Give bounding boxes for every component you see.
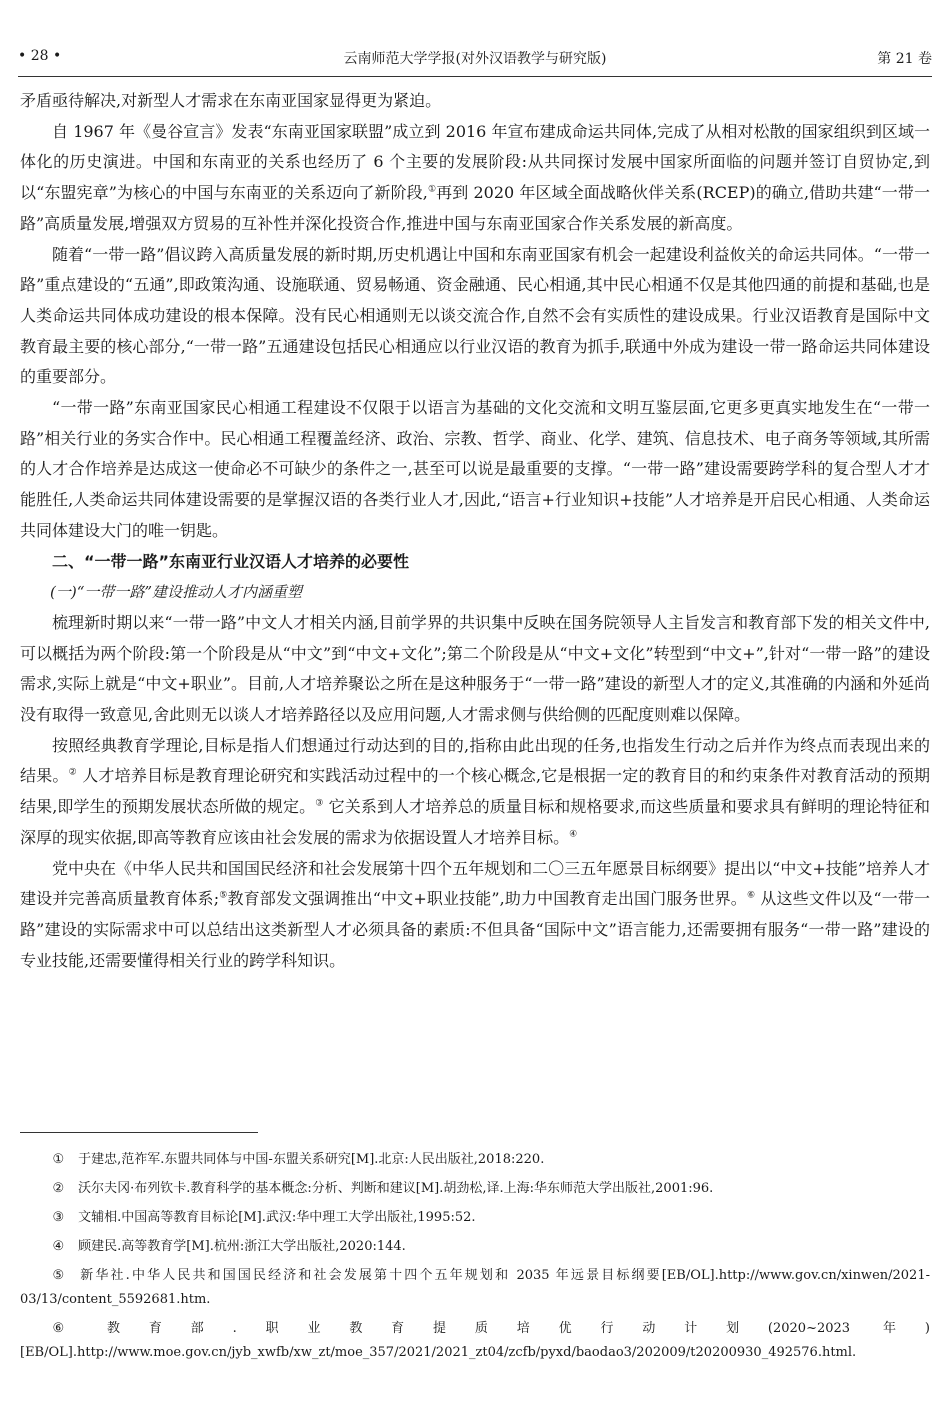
footnote-ref[interactable]: ④ <box>569 829 578 840</box>
paragraph: “一带一路”东南亚国家民心相通工程建设不仅限于以语言为基础的文化交流和文明互鉴层面,它更多更真实地发生在“一带一路”相关行业的务实合作中。民心相通工程覆盖经济、政治、宗教、哲学、商业、化学、建筑、信息技术、电子商务等领域,其所需的人才合作培养是达成这一使命必不可缺少的条件之一,甚至可以说是最重要的支撑。“一带一路”建设需要跨学科的复合型人才才能胜任,人类命运共同体建设需要的是掌握汉语的各类行业人才,因此,“语言+行业知识+技能”人才培养是开启民心相通、人类命运共同体建设大门的唯一钥匙。 <box>20 398 930 540</box>
header-rule <box>18 76 932 77</box>
footnote-mark: ④ <box>52 1239 65 1254</box>
footnotes <box>20 1148 930 1370</box>
paragraph: 党中央在《中华人民共和国国民经济和社会发展第十四个五年规划和二〇三五年愿景目标纲要》提出以“中文+技能”培养人才建设并完善高质量教育体系;⑤教育部发文强调推出“中文+职业技能”,助力中国教育走出国门服务世界。⑥ 从这些文件以及“一带一路”建设的实际需求中可以总结出这类新型人才必须具备的素质:不但具备“国际中文”语言能力,还需要拥有服务“一带一路”建设的专业技能,还需要懂得相关行业的跨学科知识。 <box>20 858 930 970</box>
journal-title: 云南师范大学学报(对外汉语教学与研究版) <box>343 51 607 67</box>
page-number: • 28 • <box>18 48 62 64</box>
footnote: ② 沃尔夫冈·布列钦卡.教育科学的基本概念:分析、判断和建议[M].胡劲松,译.上海:华东师范大学出版社,2001:96. <box>20 1177 930 1201</box>
footnote: ③ 文辅相.中国高等教育目标论[M].武汉:华中理工大学出版社,1995:52. <box>20 1206 930 1230</box>
paragraph: 矛盾亟待解决,对新型人才需求在东南亚国家显得更为紧迫。 <box>20 91 442 110</box>
footnote-mark: ① <box>52 1152 65 1167</box>
paragraph: 自 1967 年《曼谷宣言》发表“东南亚国家联盟”成立到 2016 年宣布建成命运共同体,完成了从相对松散的国家组织到区域一体化的历史演进。中国和东南亚的关系也经历了 6 个主要的发展阶段:从共同探讨发展中国家所面临的问题并签订自贸协定,到以“东盟宪章”为核心的中国与东南亚的关系迈向了新阶段,①再到 2020 年区域全面战略伙伴关系(RCEP)的确立,借助共建“一带一路”高质量发展,增强双方贸易的互补性并深化投资合作,推进中国与东南亚国家合作关系发展的新高度。 <box>20 121 930 233</box>
footnote-mark: ⑤ <box>52 1268 65 1283</box>
footnote-rule <box>20 1132 258 1133</box>
footnote-ref[interactable]: ③ <box>315 798 324 809</box>
paragraph: 梳理新时期以来“一带一路”中文人才相关内涵,目前学界的共识集中反映在国务院领导人主旨发言和教育部下发的相关文件中,可以概括为两个阶段:第一个阶段是从“中文”到“中文+文化”;第二个阶段是从“中文+文化”转型到“中文+”,针对“一带一路”的建设需求,实际上就是“中文+职业”。目前,人才培养聚讼之所在是这种服务于“一带一路”建设的新型人才的定义,其准确的内涵和外延尚没有取得一致意见,舍此则无以谈人才培养路径以及应用问题,人才需求侧与供给侧的匹配度则难以保障。 <box>20 612 930 725</box>
paragraph: 按照经典教育学理论,目标是指人们想通过行动达到的目的,指称由此出现的任务,也指发生行动之后并作为终点而表现出来的结果。② 人才培养目标是教育理论研究和实践活动过程中的一个核心概念,它是根据一定的教育目的和约束条件对教育活动的预期结果,即学生的预期发展状态所做的规定。③ 它关系到人才培养总的质量目标和规格要求,而这些质量和要求具有鲜明的理论特征和深厚的现实依据,即高等教育应该由社会发展的需求为依据设置人才培养目标。④ <box>20 735 930 847</box>
subsection-heading: (一)“一带一路”建设推动人才内涵重塑 <box>50 583 303 602</box>
section-heading: 二、“一带一路”东南亚行业汉语人才培养的必要性 <box>52 551 410 571</box>
footnote: ④ 顾建民.高等教育学[M].杭州:浙江大学出版社,2020:144. <box>20 1235 930 1259</box>
footnote-mark: ② <box>52 1181 65 1196</box>
footnote-ref[interactable]: ⑥ <box>746 890 756 901</box>
paragraph: 随着“一带一路”倡议跨入高质量发展的新时期,历史机遇让中国和东南亚国家有机会一起建设利益攸关的命运共同体。“一带一路”重点建设的“五通”,即政策沟通、设施联通、贸易畅通、资金融通、民心相通,其中民心相通不仅是其他四通的前提和基础,也是人类命运共同体成功建设的根本保障。没有民心相通则无以谈交流合作,自然不会有实质性的建设成果。行业汉语教育是国际中文教育最主要的核心部分,“一带一路”五通建设包括民心相通应以行业汉语的教育为抓手,联通中外成为建设一带一路命运共同体建设的重要部分。 <box>20 244 930 387</box>
footnote: ⑤ 新华社.中华人民共和国国民经济和社会发展第十四个五年规划和 2035 年远景目标纲要[EB/OL].http://www.gov.cn/xinwen/2021-03/13/content_5592681.htm. <box>20 1264 930 1312</box>
footnote-mark: ⑥ <box>52 1321 65 1336</box>
footnote-ref[interactable]: ⑤ <box>219 890 228 901</box>
body-text <box>20 86 930 976</box>
footnote-ref[interactable]: ① <box>427 184 437 195</box>
footnote-mark: ③ <box>52 1210 65 1225</box>
footnote: ⑥ 教育部.职业教育提质培优行动计划(2020~2023 年)[EB/OL].http://www.moe.gov.cn/jyb_xwfb/xw_zt/moe_357/2021/2021_zt04/zcfb/pyxd/baodao3/202009/t20200930_492576.html. <box>20 1317 930 1365</box>
footnote-ref[interactable]: ② <box>68 768 77 779</box>
footnote: ① 于建忠,范祚军.东盟共同体与中国-东盟关系研究[M].北京:人民出版社,2018:220. <box>20 1148 930 1172</box>
volume-label: 第 21 卷 <box>877 51 932 67</box>
